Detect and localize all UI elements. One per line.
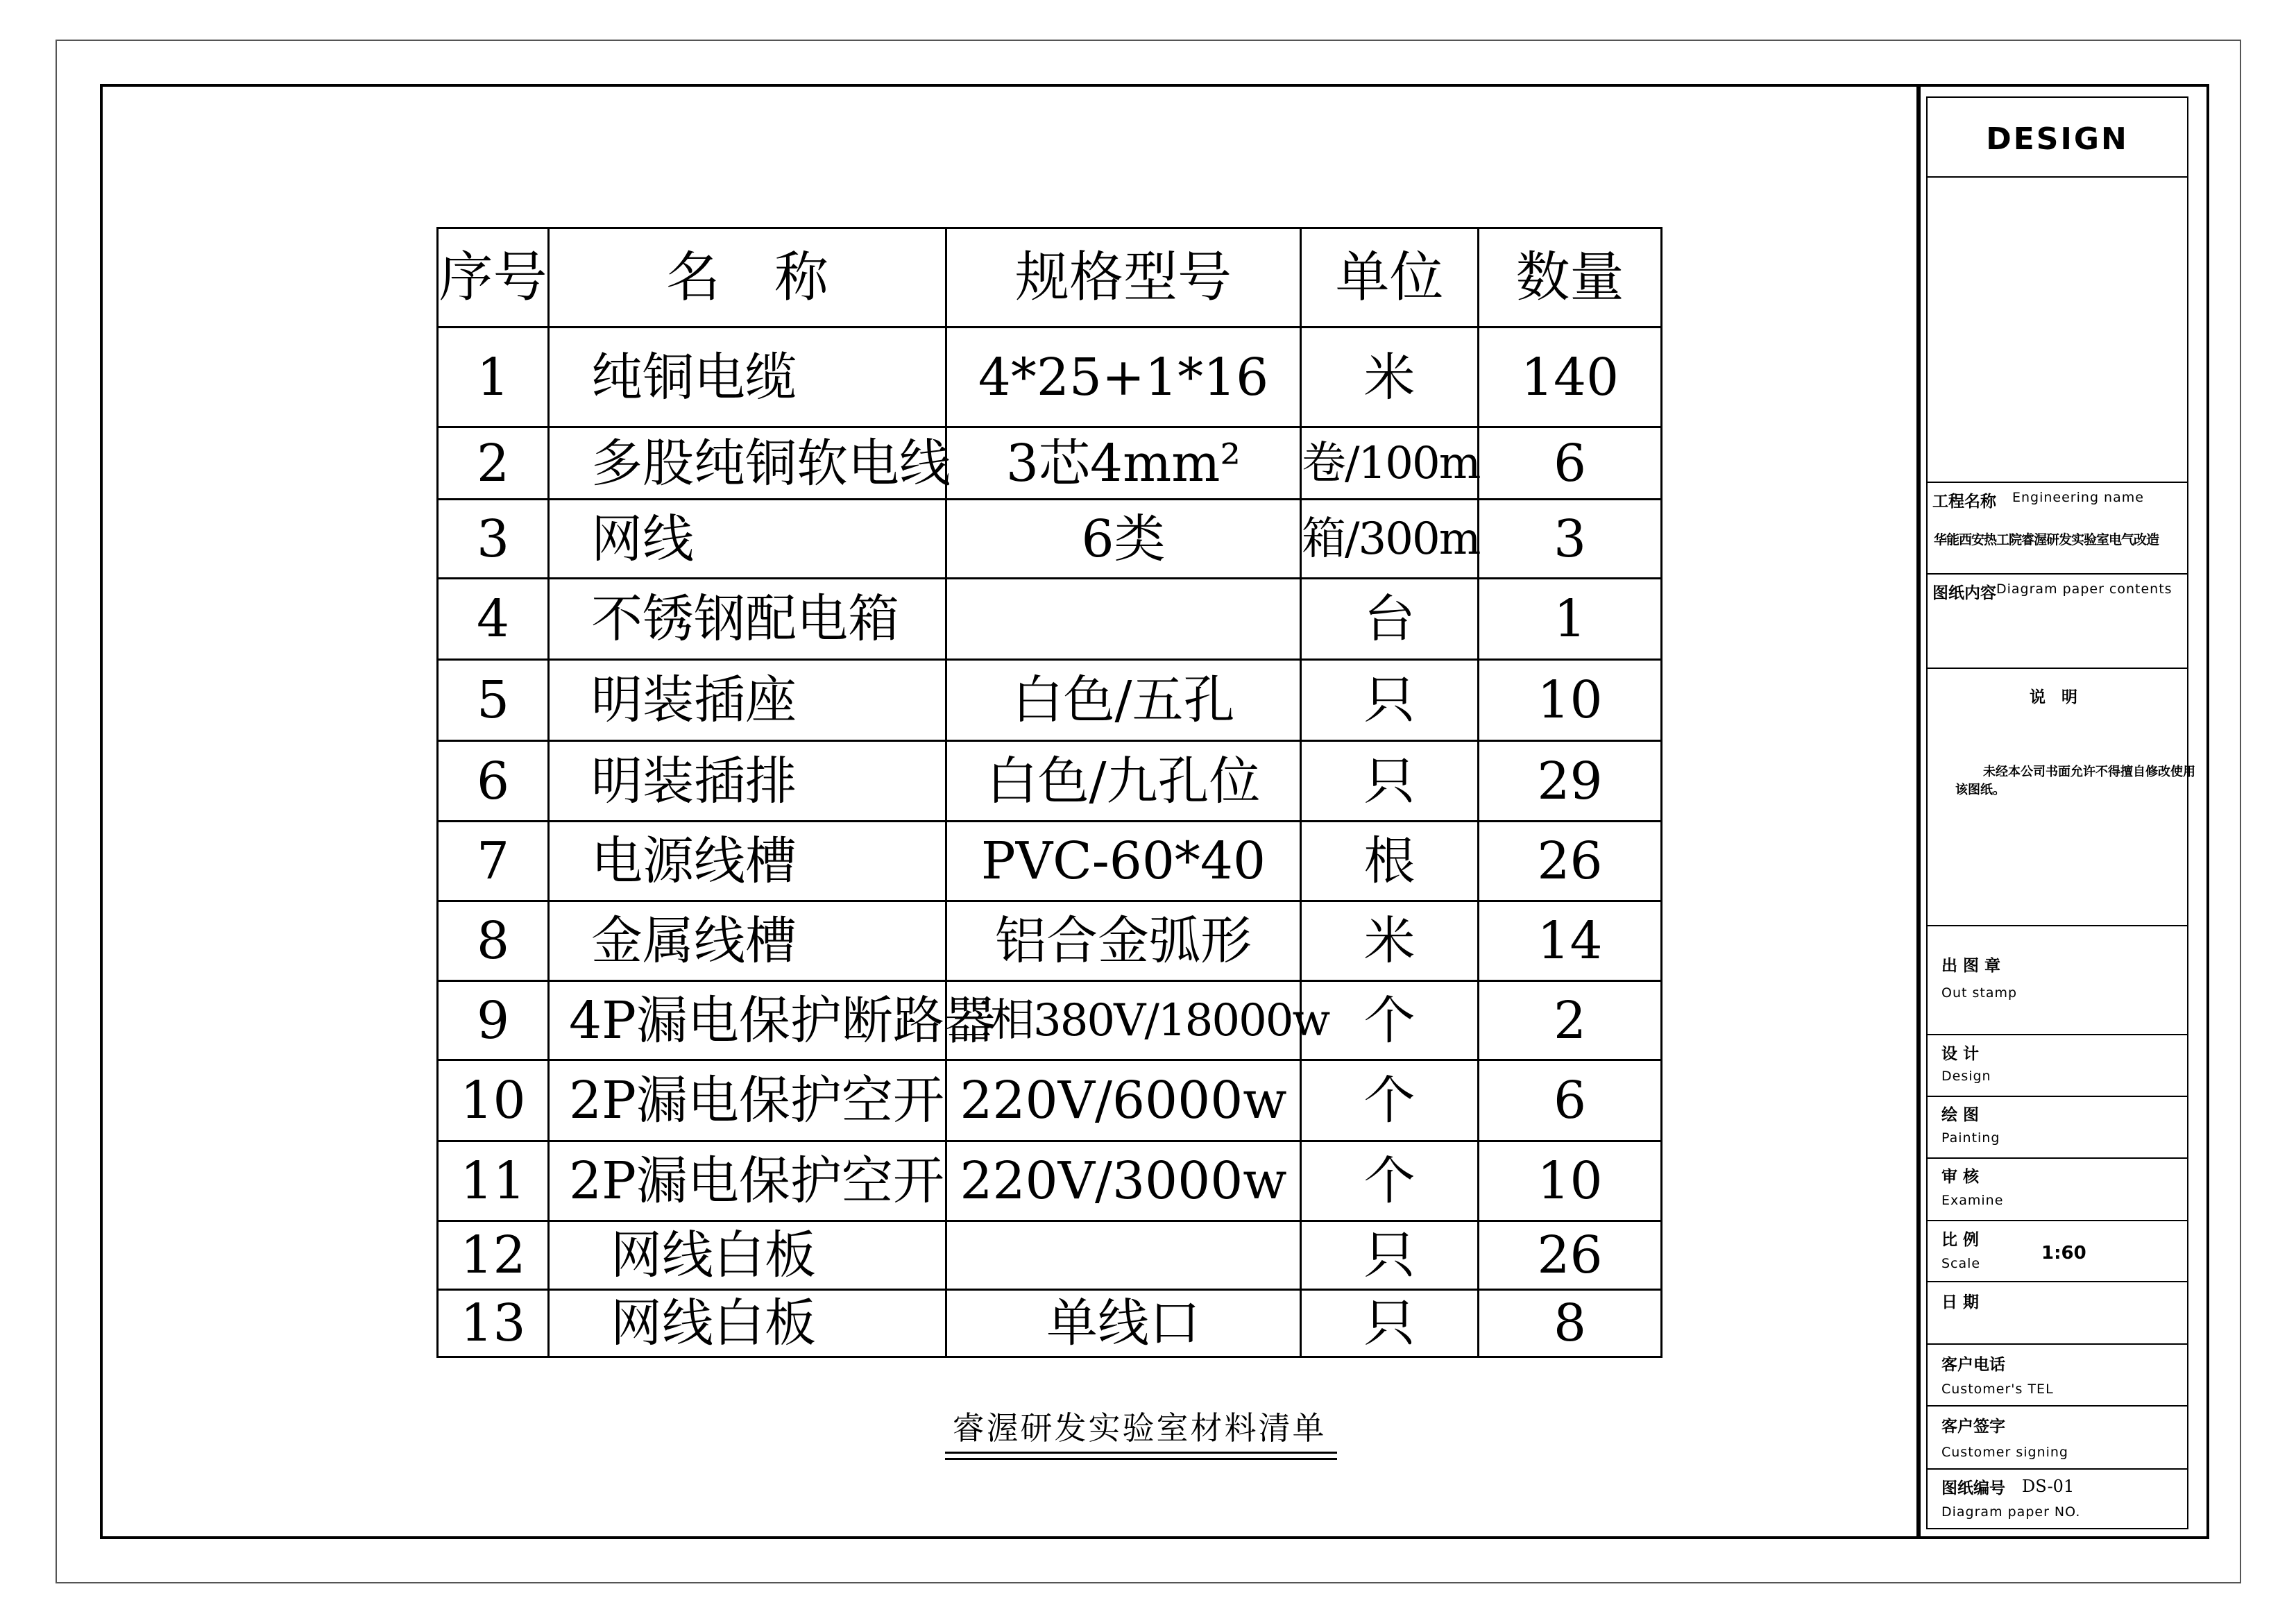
table-row: [438, 1060, 1662, 1141]
customer-sign-label-en: Customer signing: [1941, 1445, 2068, 1460]
row-name: 2P漏电保护空开: [549, 1060, 946, 1141]
row-no: 5: [438, 660, 549, 741]
divider: [1926, 1468, 2188, 1470]
header-spec: 规格型号: [946, 228, 1301, 328]
row-qty: 14: [1479, 901, 1662, 981]
row-unit: 个: [1301, 981, 1479, 1060]
table-row: [438, 981, 1662, 1060]
row-name: 明装插排: [549, 741, 946, 822]
divider: [1926, 1405, 2188, 1407]
divider: [1926, 482, 2188, 483]
scale-value: 1:60: [2041, 1243, 2086, 1264]
row-spec: 白色/五孔: [946, 660, 1301, 741]
project-name-label: 工程名称: [1932, 493, 1996, 511]
drawing-content-label-en: Diagram paper contents: [1996, 581, 2172, 597]
row-spec: [946, 1221, 1301, 1290]
row-qty: 10: [1479, 660, 1662, 741]
row-name: 电源线槽: [549, 822, 946, 901]
examine-label: 审 核: [1941, 1168, 1980, 1186]
table-row: [438, 328, 1662, 427]
row-spec: 白色/九孔位: [946, 741, 1301, 822]
row-unit: 米: [1301, 901, 1479, 981]
row-no: 6: [438, 741, 549, 822]
row-unit: 只: [1301, 1221, 1479, 1290]
row-unit: 只: [1301, 741, 1479, 822]
row-qty: 1: [1479, 579, 1662, 660]
table-row: [438, 741, 1662, 822]
row-no: 11: [438, 1141, 549, 1221]
header-name: 名 称: [549, 228, 946, 328]
divider: [1926, 1096, 2188, 1097]
notes-title: 说 明: [2030, 688, 2077, 706]
divider: [1926, 1034, 2188, 1035]
row-qty: 6: [1479, 427, 1662, 500]
row-spec: 6类: [946, 500, 1301, 579]
row-no: 4: [438, 579, 549, 660]
divider: [1926, 1343, 2188, 1345]
header-unit: 单位: [1301, 228, 1479, 328]
table-row: [438, 901, 1662, 981]
stamp-label-en: Out stamp: [1941, 985, 2018, 1001]
row-name: 金属线槽: [549, 901, 946, 981]
row-no: 7: [438, 822, 549, 901]
row-unit: 只: [1301, 660, 1479, 741]
row-spec: 220V/6000w: [946, 1060, 1301, 1141]
drawing-content-label: 图纸内容: [1932, 584, 1996, 602]
drawing-no-value: DS-01: [2022, 1477, 2075, 1496]
row-qty: 140: [1479, 328, 1662, 427]
table-row: [438, 427, 1662, 500]
notes-text-line1: 未经本公司书面允许不得擅自修改使用: [1983, 765, 2195, 779]
row-name: 不锈钢配电箱: [549, 579, 946, 660]
header-no: 序号: [438, 228, 549, 328]
row-unit: 米: [1301, 328, 1479, 427]
project-name-label-en: Engineering name: [2012, 490, 2144, 505]
table-row: [438, 579, 1662, 660]
title-underline: [945, 1452, 1337, 1454]
scale-label: 比 例: [1941, 1231, 1980, 1249]
row-spec: 单线口: [946, 1290, 1301, 1357]
row-unit: 个: [1301, 1060, 1479, 1141]
divider: [1926, 176, 2188, 178]
row-qty: 2: [1479, 981, 1662, 1060]
row-unit: 台: [1301, 579, 1479, 660]
row-no: 2: [438, 427, 549, 500]
row-name: 网线白板: [549, 1290, 946, 1357]
date-label: 日 期: [1941, 1293, 1980, 1311]
row-name: 网线: [549, 500, 946, 579]
drawing-no-label: 图纸编号: [1941, 1479, 2005, 1497]
title-block-inner: [1926, 96, 2188, 1529]
table-header-row: [438, 228, 1662, 328]
row-no: 10: [438, 1060, 549, 1141]
design-label: 设 计: [1941, 1045, 1980, 1063]
design-logo: DESIGN: [1986, 121, 2129, 157]
row-no: 13: [438, 1290, 549, 1357]
painting-label-en: Painting: [1941, 1130, 2000, 1146]
document-title: 睿渥研发实验室材料清单: [952, 1409, 1327, 1447]
row-spec: 4*25+1*16: [946, 328, 1301, 427]
title-underline-2: [945, 1458, 1337, 1460]
design-label-en: Design: [1941, 1069, 1991, 1084]
row-qty: 26: [1479, 822, 1662, 901]
divider: [1926, 573, 2188, 575]
row-unit: 只: [1301, 1290, 1479, 1357]
stamp-label: 出 图 章: [1941, 957, 2001, 975]
table-row: [438, 1141, 1662, 1221]
row-no: 1: [438, 328, 549, 427]
row-spec: PVC-60*40: [946, 822, 1301, 901]
row-unit: 个: [1301, 1141, 1479, 1221]
table-row: [438, 660, 1662, 741]
header-qty: 数量: [1479, 228, 1662, 328]
materials-table: [436, 227, 1663, 1358]
row-unit: 箱/300m: [1301, 500, 1479, 579]
row-no: 3: [438, 500, 549, 579]
table-row: [438, 1221, 1662, 1290]
row-qty: 8: [1479, 1290, 1662, 1357]
row-no: 9: [438, 981, 549, 1060]
customer-tel-label-en: Customer's TEL: [1941, 1382, 2054, 1397]
row-qty: 29: [1479, 741, 1662, 822]
row-qty: 3: [1479, 500, 1662, 579]
table-row: [438, 822, 1662, 901]
row-name: 明装插座: [549, 660, 946, 741]
row-spec: 铝合金弧形: [946, 901, 1301, 981]
table-row: [438, 500, 1662, 579]
project-name-value: 华能西安热工院睿渥研发实验室电气改造: [1934, 532, 2159, 547]
row-unit: 卷/100m: [1301, 427, 1479, 500]
row-name: 多股纯铜软电线: [549, 427, 946, 500]
row-name: 4P漏电保护断路器: [549, 981, 946, 1060]
row-name: 2P漏电保护空开: [549, 1141, 946, 1221]
divider: [1926, 1157, 2188, 1159]
notes-text-line2: 该图纸。: [1955, 783, 2005, 797]
row-name: 纯铜电缆: [549, 328, 946, 427]
row-qty: 10: [1479, 1141, 1662, 1221]
drawing-no-label-en: Diagram paper NO.: [1941, 1504, 2081, 1520]
customer-sign-label: 客户签字: [1941, 1418, 2005, 1436]
row-qty: 6: [1479, 1060, 1662, 1141]
table-row: [438, 1290, 1662, 1357]
row-name: 网线白板: [549, 1221, 946, 1290]
row-spec: 3芯4mm²: [946, 427, 1301, 500]
divider: [1926, 1220, 2188, 1221]
row-spec: 三相380V/18000w: [946, 981, 1301, 1060]
divider: [1926, 1281, 2188, 1282]
customer-tel-label: 客户电话: [1941, 1356, 2005, 1374]
row-no: 8: [438, 901, 549, 981]
row-spec: 220V/3000w: [946, 1141, 1301, 1221]
examine-label-en: Examine: [1941, 1193, 2004, 1208]
row-unit: 根: [1301, 822, 1479, 901]
divider: [1926, 668, 2188, 669]
painting-label: 绘 图: [1941, 1106, 1980, 1124]
scale-label-en: Scale: [1941, 1256, 1981, 1271]
row-qty: 26: [1479, 1221, 1662, 1290]
divider: [1926, 925, 2188, 926]
row-spec: [946, 579, 1301, 660]
row-no: 12: [438, 1221, 549, 1290]
